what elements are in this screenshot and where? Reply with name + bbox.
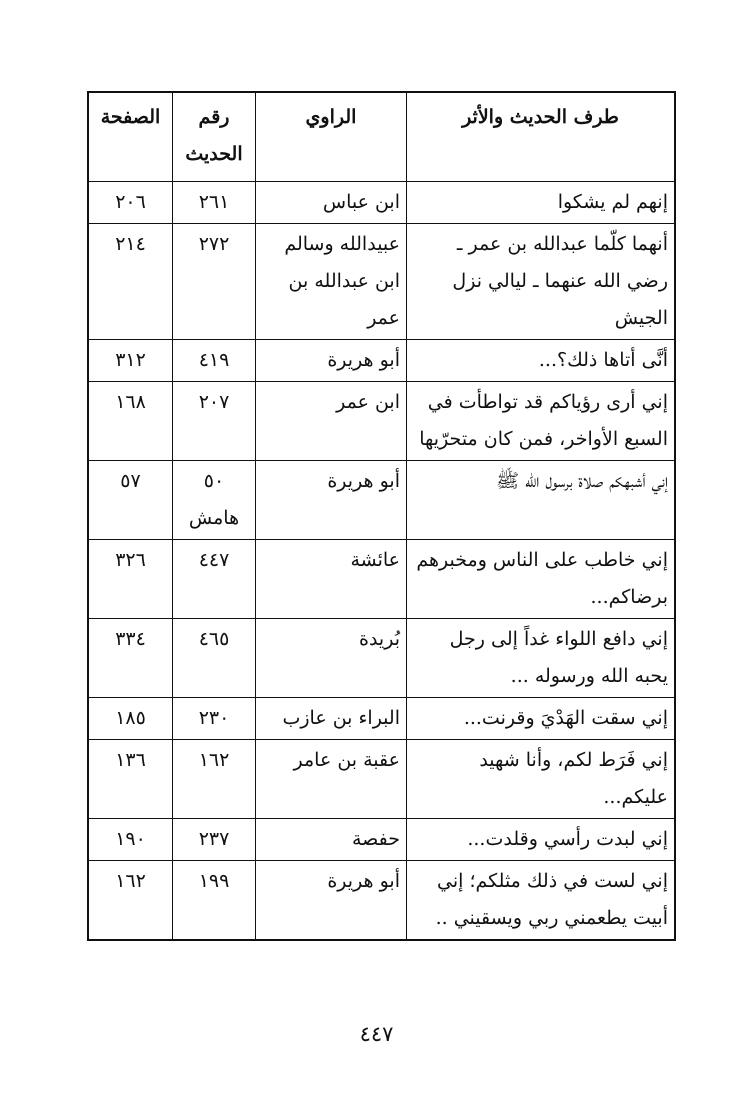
- page-ref: ٣١٢: [88, 340, 173, 382]
- hadith-number: ٢٠٧: [173, 382, 256, 461]
- table-row: [88, 224, 675, 340]
- table-row: [88, 819, 675, 861]
- hadith-tarf: أنَّى أتاها ذلك؟...: [407, 340, 676, 382]
- hadith-number: ١٩٩: [173, 861, 256, 941]
- table-row: [88, 619, 675, 698]
- header-rawi: الراوي: [256, 92, 407, 182]
- table-body: [88, 182, 675, 941]
- hadith-tarf: إني سقت الهَدْيَ وقرنت...: [407, 698, 676, 740]
- hadith-tarf: إني أرى رؤياكم قد تواطأت في السبع الأواخر، فمن كان متحرّيها: [407, 382, 676, 461]
- narrator: أبو هريرة: [256, 861, 407, 941]
- page-ref: ٣٣٤: [88, 619, 173, 698]
- hadith-number: ٢٣٠: [173, 698, 256, 740]
- page-ref: ١٦٢: [88, 861, 173, 941]
- hadith-number: ٥٠ هامش: [173, 461, 256, 540]
- table-row: [88, 740, 675, 819]
- page-ref: ٥٧: [88, 461, 173, 540]
- hadith-number: ٢٣٧: [173, 819, 256, 861]
- page-ref: ١٣٦: [88, 740, 173, 819]
- hadith-tarf: إني دافع اللواء غداً إلى رجل يحبه الله ورسوله ...: [407, 619, 676, 698]
- hadith-tarf: أنهما كلّما عبدالله بن عمر ـ رضي الله عنهما ـ ليالي نزل الجيش: [407, 224, 676, 340]
- hadith-tarf: إني أشبهكم صلاة برسول الله ﷺ: [407, 461, 676, 540]
- hadith-tarf: إني لست في ذلك مثلكم؛ إني أبيت يطعمني ربي ويسقيني ..: [407, 861, 676, 941]
- table-row: [88, 540, 675, 619]
- narrator: عقبة بن عامر: [256, 740, 407, 819]
- page-number: ٤٤٧: [359, 1022, 394, 1046]
- hadith-tarf: إني فَرَط لكم، وأنا شهيد عليكم...: [407, 740, 676, 819]
- table-row: [88, 340, 675, 382]
- hadith-index-table: [87, 91, 676, 941]
- table-row: [88, 461, 675, 540]
- hadith-tarf: إنهم لم يشكوا: [407, 182, 676, 224]
- hadith-number: ٤٤٧: [173, 540, 256, 619]
- page-ref: ٢١٤: [88, 224, 173, 340]
- header-tarf: طرف الحديث والأثر: [407, 92, 676, 182]
- narrator: ابن عمر: [256, 382, 407, 461]
- narrator: عائشة: [256, 540, 407, 619]
- narrator: بُريدة: [256, 619, 407, 698]
- narrator: أبو هريرة: [256, 340, 407, 382]
- page-ref: ٣٢٦: [88, 540, 173, 619]
- hadith-number: ١٦٢: [173, 740, 256, 819]
- narrator: حفصة: [256, 819, 407, 861]
- header-hadith-number: رقم الحديث: [173, 92, 256, 182]
- hadith-tarf: إني خاطب على الناس ومخبرهم برضاكم...: [407, 540, 676, 619]
- table-row: [88, 182, 675, 224]
- page-ref: ١٩٠: [88, 819, 173, 861]
- hadith-number: ٤١٩: [173, 340, 256, 382]
- narrator: أبو هريرة: [256, 461, 407, 540]
- table-row: [88, 382, 675, 461]
- table-header-row: [88, 92, 675, 182]
- narrator: عبيدالله وسالم ابن عبدالله بن عمر: [256, 224, 407, 340]
- hadith-number: ٤٦٥: [173, 619, 256, 698]
- hadith-tarf: إني لبدت رأسي وقلدت...: [407, 819, 676, 861]
- page-ref: ١٨٥: [88, 698, 173, 740]
- hadith-number: ٢٦١: [173, 182, 256, 224]
- header-page: الصفحة: [88, 92, 173, 182]
- page-ref: ١٦٨: [88, 382, 173, 461]
- narrator: البراء بن عازب: [256, 698, 407, 740]
- page-ref: ٢٠٦: [88, 182, 173, 224]
- narrator: ابن عباس: [256, 182, 407, 224]
- table-row: [88, 861, 675, 941]
- table-row: [88, 698, 675, 740]
- hadith-number: ٢٧٢: [173, 224, 256, 340]
